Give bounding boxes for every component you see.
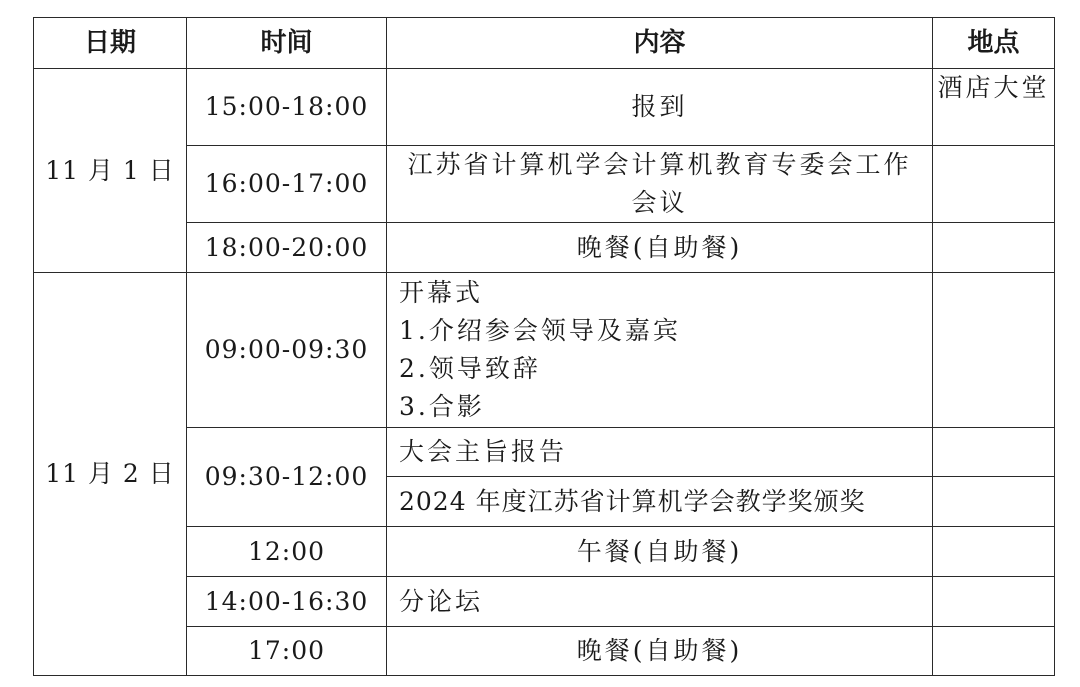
header-venue: 地点 [933,18,1055,69]
header-time: 时间 [187,18,387,69]
venue-cell-empty [933,627,1055,676]
date-cell-day1: 11 月 1 日 [34,69,187,273]
time-cell: 17:00 [187,627,387,676]
table-row [34,627,1055,676]
venue-cell: 酒店大堂 [933,69,1055,146]
venue-cell-empty [933,273,1055,428]
time-cell: 14:00-16:30 [187,577,387,627]
content-cell: 分论坛 [387,577,933,627]
venue-cell-empty [933,146,1055,223]
header-content: 内容 [387,18,933,69]
venue-cell-empty [933,527,1055,577]
venue-cell-empty [933,577,1055,627]
venue-cell-empty [933,428,1055,477]
opening-line: 1.介绍参会领导及嘉宾 [399,316,681,345]
time-cell: 09:30-12:00 [187,428,387,527]
opening-line: 3.合影 [399,392,485,421]
header-date: 日期 [34,18,187,69]
venue-cell-empty [933,223,1055,273]
table-row [34,527,1055,577]
time-cell: 12:00 [187,527,387,577]
opening-line: 2.领导致辞 [399,354,541,383]
content-cell: 大会主旨报告 [387,428,933,477]
date-cell-day2: 11 月 2 日 [34,273,187,676]
table-row [34,223,1055,273]
opening-line: 开幕式 [399,278,484,307]
table-row [34,146,1055,223]
time-cell: 15:00-18:00 [187,69,387,146]
content-cell: 晚餐(自助餐) [387,627,933,676]
venue-cell-empty [933,477,1055,527]
content-cell: 午餐(自助餐) [387,527,933,577]
table-row [34,577,1055,627]
content-cell: 晚餐(自助餐) [387,223,933,273]
table-row [34,428,1055,477]
time-cell: 09:00-09:30 [187,273,387,428]
content-cell: 2024 年度江苏省计算机学会教学奖颁奖 [387,477,933,527]
opening-ceremony-cell [387,273,933,428]
content-cell: 江苏省计算机学会计算机教育专委会工作会议 [387,146,933,223]
table-row [34,273,1055,428]
time-cell: 18:00-20:00 [187,223,387,273]
time-cell: 16:00-17:00 [187,146,387,223]
schedule-table [33,17,1055,676]
table-row [34,69,1055,146]
content-cell: 报到 [387,69,933,146]
header-row [34,18,1055,69]
